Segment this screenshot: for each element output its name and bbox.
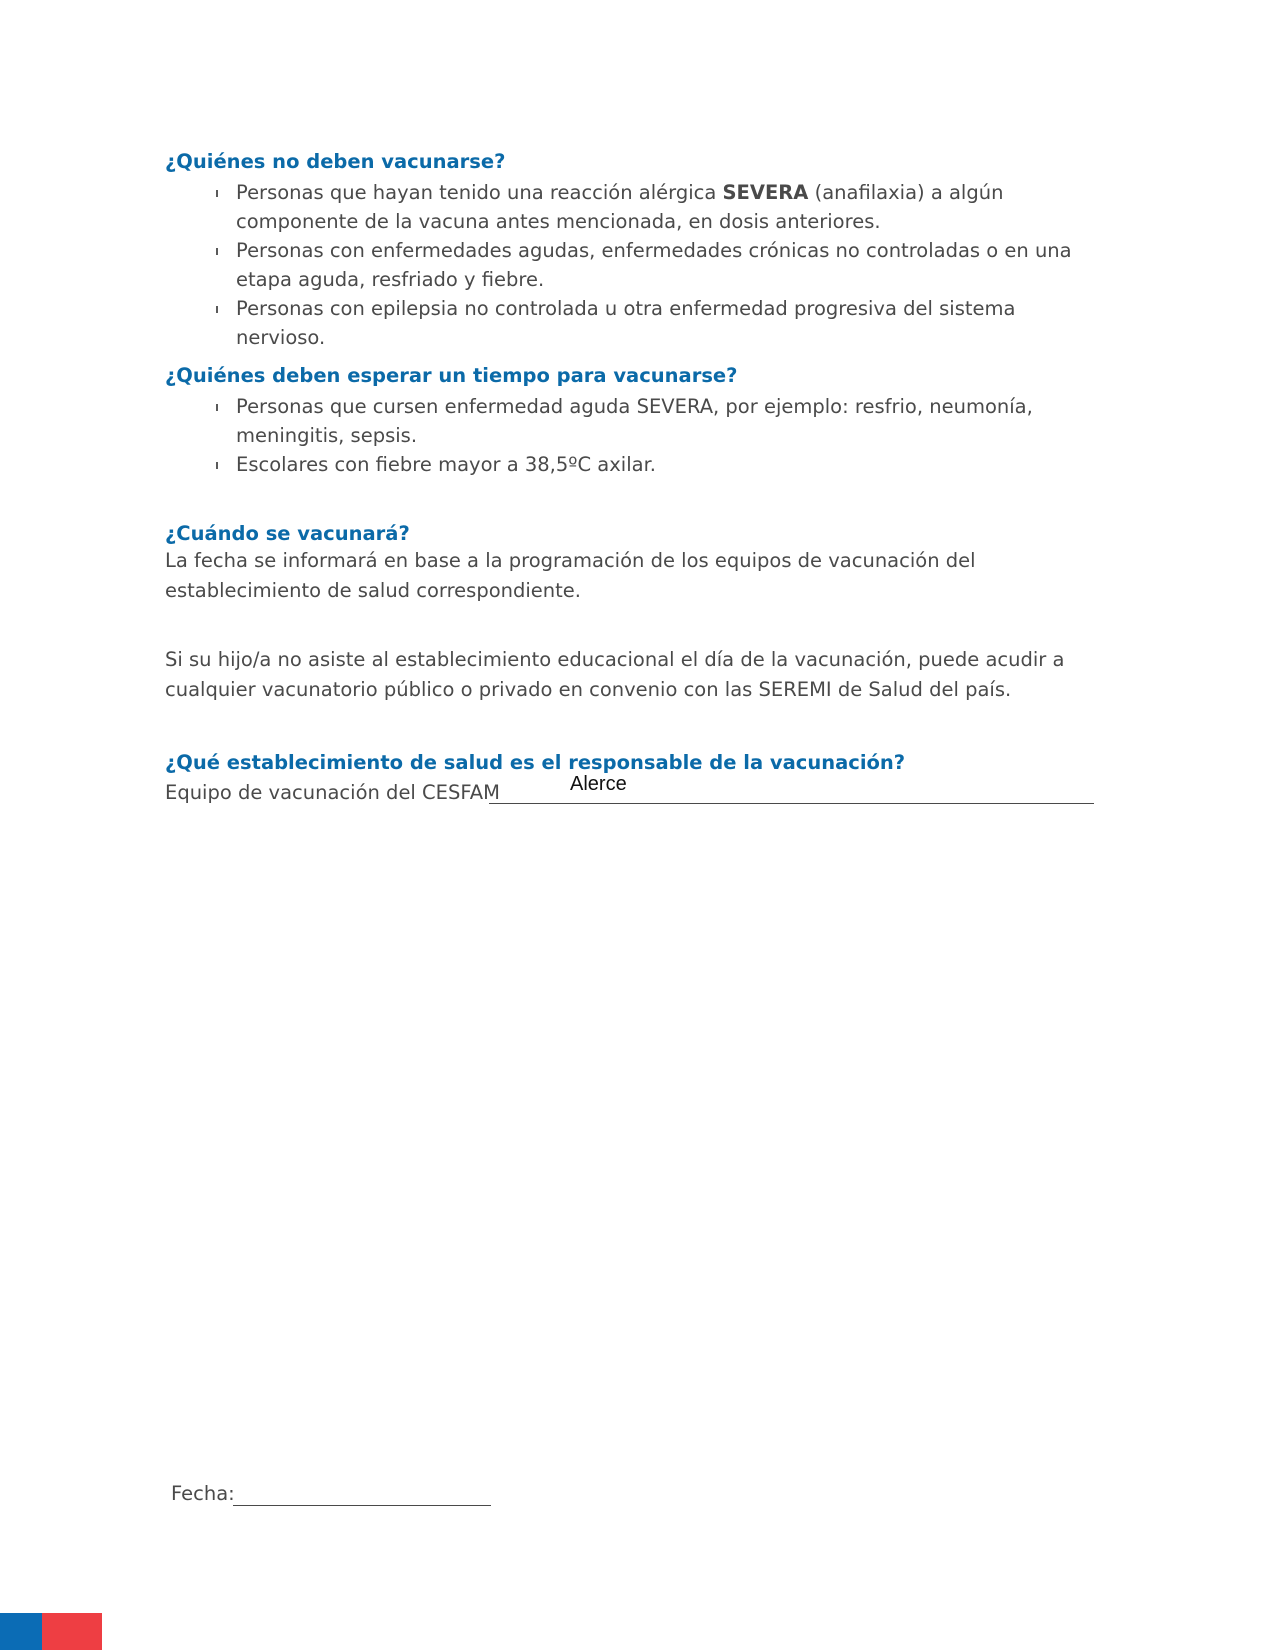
cesfam-field-line: [489, 803, 1094, 804]
cesfam-label: Equipo de vacunación del CESFAM: [165, 781, 500, 804]
fecha-label: Fecha:: [171, 1482, 235, 1505]
heading-esperar: ¿Quiénes deben esperar un tiempo para vacunarse?: [165, 364, 738, 387]
paragraph-inasistencia: Si su hijo/a no asiste al establecimiento educacional el día de la vacunación, puede acudir a cualquier vacunatorio público o privado en convenio con las SEREMI de Salud del país.: [165, 648, 1065, 701]
item-text-after: (anafilaxia) a algún componente de la vacuna antes mencionada, en dosis anteriores.: [236, 181, 1004, 233]
flag-red-block: [42, 1613, 102, 1650]
fecha-field[interactable]: [233, 1505, 491, 1506]
heading-cuando: ¿Cuándo se vacunará?: [165, 522, 410, 545]
list-item: [216, 178, 1100, 236]
list-item: Personas que cursen enfermedad aguda SEVERA, por ejemplo: resfrio, neumonía, meningitis, sepsis.: [216, 392, 1100, 450]
paragraph-fecha-info: La fecha se informará en base a la programación de los equipos de vacunación del establecimiento de salud correspondiente.: [165, 549, 976, 602]
list-item: Escolares con fiebre mayor a 38,5ºC axilar.: [216, 450, 1100, 479]
item-text-bold: SEVERA: [722, 181, 809, 204]
item-text-before: Personas que hayan tenido una reacción alérgica: [236, 181, 723, 204]
list-item: Personas con enfermedades agudas, enfermedades crónicas no controladas o en una etapa aguda, resfriado y fiebre.: [216, 236, 1100, 294]
heading-no-vacunarse: ¿Quiénes no deben vacunarse?: [165, 150, 506, 173]
flag-blue-block: [0, 1613, 42, 1650]
list-no-vacunarse: [216, 178, 1100, 352]
list-esperar: [216, 392, 1100, 479]
cesfam-field-value[interactable]: Alerce: [570, 773, 627, 795]
list-item: Personas con epilepsia no controlada u otra enfermedad progresiva del sistema nervioso.: [216, 294, 1100, 352]
heading-responsable: ¿Qué establecimiento de salud es el responsable de la vacunación?: [165, 751, 906, 774]
